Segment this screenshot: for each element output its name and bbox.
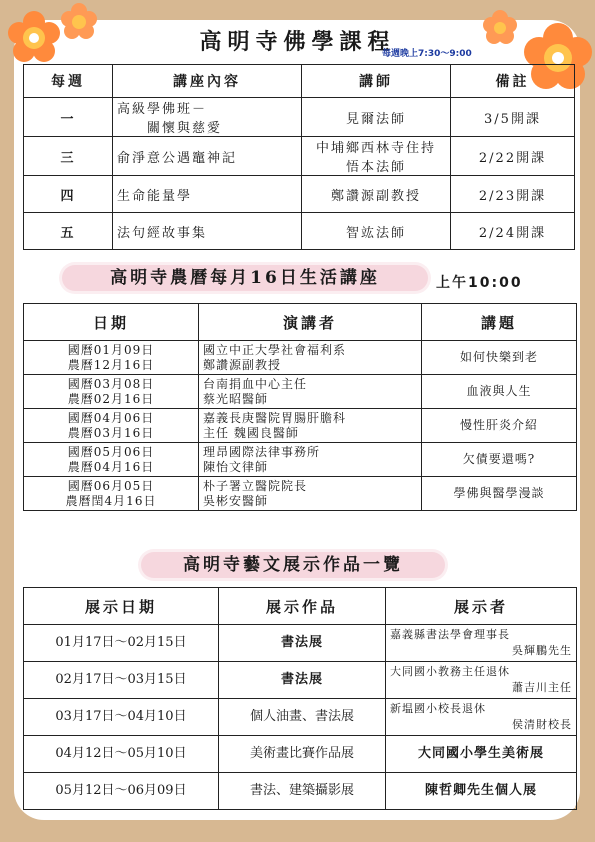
table-row — [24, 176, 575, 213]
course-note: 2/24開課 — [451, 213, 575, 250]
speaker-line: 朴子署立醫院院長 — [203, 478, 308, 493]
column-header: 展示者 — [386, 588, 577, 625]
artist-line: 侯清財校長 — [512, 718, 572, 731]
course-day: 三 — [24, 137, 113, 176]
course-topic: 生命能量學 — [113, 176, 302, 213]
exhibit-work: 書法展 — [219, 625, 386, 662]
speaker-line: 鄭讚源副教授 — [203, 357, 282, 372]
lecture-speaker — [199, 409, 422, 443]
table-row — [24, 773, 577, 810]
solar-date: 國曆06月05日 — [67, 478, 155, 493]
speaker-line: 陳怡文律師 — [203, 459, 269, 474]
table-row — [24, 699, 577, 736]
column-header: 演講者 — [199, 304, 422, 341]
lecture-table — [23, 303, 577, 511]
speaker-line: 吳彬安醫師 — [203, 493, 269, 508]
speaker-line: 理昂國際法律事務所 — [203, 444, 321, 459]
lecture-speaker — [199, 341, 422, 375]
course-topic — [113, 98, 302, 137]
course-teacher-line: 悟本法師 — [345, 160, 406, 175]
exhibit-work: 書法、建築攝影展 — [219, 773, 386, 810]
solar-date: 國曆04月06日 — [67, 410, 155, 425]
course-table — [23, 64, 575, 250]
exhibit-table — [23, 587, 577, 810]
speaker-line: 主任 魏國良醫師 — [203, 425, 299, 440]
exhibit-artist — [386, 699, 577, 736]
column-header: 每週 — [24, 65, 113, 98]
artist-line: 新塭國小校長退休 — [390, 702, 486, 715]
course-topic-line: 關懷與慈愛 — [147, 121, 223, 136]
course-day: 五 — [24, 213, 113, 250]
table-row — [24, 477, 577, 511]
lecture-banner: 高明寺農曆每月16日生活講座 — [62, 265, 428, 291]
course-topic: 法句經故事集 — [113, 213, 302, 250]
lecture-topic: 學佛與醫學漫談 — [422, 477, 577, 511]
course-time: 每週晚上7:30～9:00 — [382, 49, 472, 59]
table-row — [24, 625, 577, 662]
column-header: 備註 — [451, 65, 575, 98]
exhibit-work: 美術畫比賽作品展 — [219, 736, 386, 773]
table-header-row — [24, 65, 575, 98]
column-header: 講師 — [302, 65, 451, 98]
exhibit-date: 03月17日～04月10日 — [24, 699, 219, 736]
exhibit-date: 02月17日～03月15日 — [24, 662, 219, 699]
column-header: 講題 — [422, 304, 577, 341]
column-header: 日期 — [24, 304, 199, 341]
course-teacher: 智竑法師 — [302, 213, 451, 250]
exhibit-date: 04月12日～05月10日 — [24, 736, 219, 773]
lunar-date: 農曆04月16日 — [67, 459, 155, 474]
speaker-line: 蔡光昭醫師 — [203, 391, 269, 406]
table-row — [24, 409, 577, 443]
lunar-date: 農曆02月16日 — [67, 391, 155, 406]
exhibit-work: 書法展 — [219, 662, 386, 699]
table-header-row — [24, 588, 577, 625]
artist-line: 大同國小教務主任退休 — [390, 665, 510, 678]
exhibit-artist: 大同國小學生美術展 — [386, 736, 577, 773]
lecture-topic: 欠債要還嗎? — [422, 443, 577, 477]
table-row — [24, 443, 577, 477]
lecture-topic: 慢性肝炎介紹 — [422, 409, 577, 443]
course-topic: 俞淨意公遇竈神記 — [113, 137, 302, 176]
exhibit-artist: 陳哲卿先生個人展 — [386, 773, 577, 810]
lecture-date — [24, 341, 199, 375]
solar-date: 國曆05月06日 — [67, 444, 155, 459]
exhibit-work: 個人油畫、書法展 — [219, 699, 386, 736]
solar-date: 國曆01月09日 — [67, 342, 155, 357]
lecture-speaker — [199, 443, 422, 477]
lecture-date — [24, 477, 199, 511]
course-note: 2/23開課 — [451, 176, 575, 213]
lecture-speaker — [199, 375, 422, 409]
lecture-topic: 血液與人生 — [422, 375, 577, 409]
course-teacher: 見爾法師 — [302, 98, 451, 137]
lecture-date — [24, 409, 199, 443]
lunar-date: 農曆03月16日 — [67, 425, 155, 440]
lecture-date — [24, 375, 199, 409]
table-row — [24, 98, 575, 137]
artist-line: 嘉義縣書法學會理事長 — [390, 628, 510, 641]
course-note: 2/22開課 — [451, 137, 575, 176]
column-header: 講座內容 — [113, 65, 302, 98]
course-teacher: 鄭讚源副教授 — [302, 176, 451, 213]
table-row — [24, 213, 575, 250]
exhibit-banner: 高明寺藝文展示作品一覽 — [141, 552, 445, 578]
artist-line: 吳輝鵬先生 — [512, 644, 572, 657]
exhibit-date: 05月12日～06月09日 — [24, 773, 219, 810]
artist-line: 蕭吉川主任 — [512, 681, 572, 694]
course-teacher — [302, 137, 451, 176]
table-header-row — [24, 304, 577, 341]
exhibit-artist — [386, 625, 577, 662]
exhibit-artist — [386, 662, 577, 699]
exhibit-date: 01月17日～02月15日 — [24, 625, 219, 662]
lecture-date — [24, 443, 199, 477]
solar-date: 國曆03月08日 — [67, 376, 155, 391]
page-title: 高明寺佛學課程 — [199, 29, 396, 55]
column-header: 展示日期 — [24, 588, 219, 625]
lecture-speaker — [199, 477, 422, 511]
lecture-topic: 如何快樂到老 — [422, 341, 577, 375]
lecture-time: 上午10:00 — [436, 275, 523, 291]
course-note: 3/5開課 — [451, 98, 575, 137]
course-topic-line: 高級學佛班－ — [117, 102, 208, 117]
lunar-date: 農曆閏4月16日 — [65, 493, 157, 508]
speaker-line: 國立中正大學社會福利系 — [203, 342, 347, 357]
course-day: 四 — [24, 176, 113, 213]
column-header: 展示作品 — [219, 588, 386, 625]
speaker-line: 台南捐血中心主任 — [203, 376, 308, 391]
table-row — [24, 375, 577, 409]
course-day: 一 — [24, 98, 113, 137]
table-row — [24, 137, 575, 176]
table-row — [24, 736, 577, 773]
course-teacher-line: 中埔鄉西林寺住持 — [315, 141, 436, 156]
lunar-date: 農曆12月16日 — [67, 357, 155, 372]
speaker-line: 嘉義長庚醫院胃腸肝膽科 — [203, 410, 347, 425]
table-row — [24, 341, 577, 375]
table-row — [24, 662, 577, 699]
